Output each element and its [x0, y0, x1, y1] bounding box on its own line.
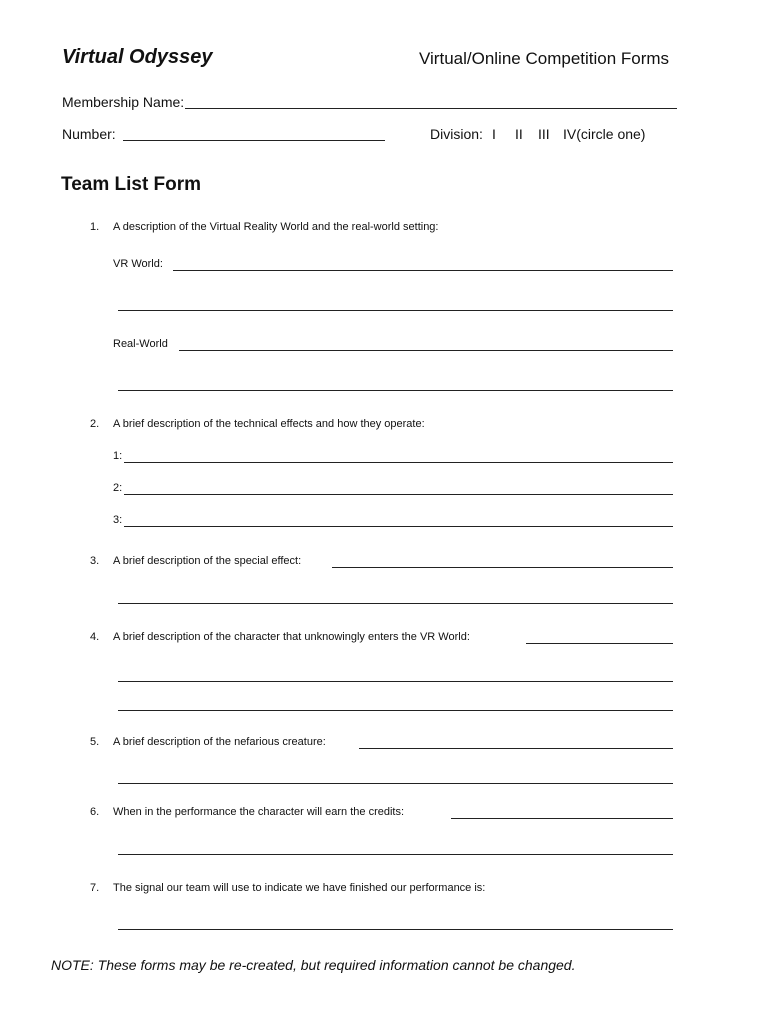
form-subtitle: Virtual/Online Competition Forms [419, 49, 670, 68]
effect-2-label: 2: [113, 482, 123, 494]
number-label: Number: [62, 126, 116, 142]
question-6-text: When in the performance the character will earn the credits: [113, 806, 405, 818]
question-number: 4. [90, 631, 100, 643]
question-number: 6. [90, 806, 100, 818]
question-1-text: A description of the Virtual Reality World and the real-world setting: [113, 221, 439, 233]
division-label: Division: [430, 126, 483, 142]
character-field-line-2[interactable] [118, 681, 673, 682]
effect-3-field[interactable] [124, 526, 673, 527]
vr-world-field-line-2[interactable] [118, 310, 673, 311]
question-4-text: A brief description of the character that unknowingly enters the VR World: [113, 631, 470, 643]
character-field[interactable] [526, 643, 673, 644]
page-title: Team List Form [61, 174, 202, 195]
division-option-1[interactable]: I [492, 126, 496, 142]
credits-field-line-2[interactable] [118, 854, 673, 855]
question-3-text: A brief description of the special effect: [113, 555, 302, 567]
effect-1-field[interactable] [124, 462, 673, 463]
signal-field[interactable] [118, 929, 673, 930]
real-world-field[interactable] [179, 350, 673, 351]
creature-field[interactable] [359, 748, 673, 749]
question-number: 2. [90, 418, 100, 430]
vr-world-field[interactable] [173, 270, 673, 271]
membership-name-label: Membership Name: [62, 94, 185, 110]
membership-name-field[interactable] [185, 108, 677, 109]
division-option-2[interactable]: II [515, 126, 523, 142]
special-effect-field[interactable] [332, 567, 673, 568]
creature-field-line-2[interactable] [118, 783, 673, 784]
footer-note: NOTE: These forms may be re-created, but required information cannot be changed. [51, 957, 576, 973]
question-2-text: A brief description of the technical effects and how they operate: [113, 418, 425, 430]
real-world-field-line-2[interactable] [118, 390, 673, 391]
question-number: 5. [90, 736, 100, 748]
question-7-text: The signal our team will use to indicate we have finished our performance is: [113, 882, 486, 894]
form-title-brand: Virtual Odyssey [62, 46, 213, 68]
effect-3-label: 3: [113, 514, 123, 526]
effect-1-label: 1: [113, 450, 123, 462]
special-effect-field-line-2[interactable] [118, 603, 673, 604]
vr-world-label: VR World: [113, 258, 163, 270]
question-number: 1. [90, 221, 100, 233]
credits-field[interactable] [451, 818, 673, 819]
question-number: 7. [90, 882, 100, 894]
number-field[interactable] [123, 140, 385, 141]
real-world-label: Real-World [113, 338, 168, 350]
division-option-3[interactable]: III [538, 126, 550, 142]
effect-2-field[interactable] [124, 494, 673, 495]
character-field-line-3[interactable] [118, 710, 673, 711]
question-number: 3. [90, 555, 100, 567]
question-5-text: A brief description of the nefarious creature: [113, 736, 326, 748]
division-option-4[interactable]: IV(circle one) [563, 126, 646, 142]
